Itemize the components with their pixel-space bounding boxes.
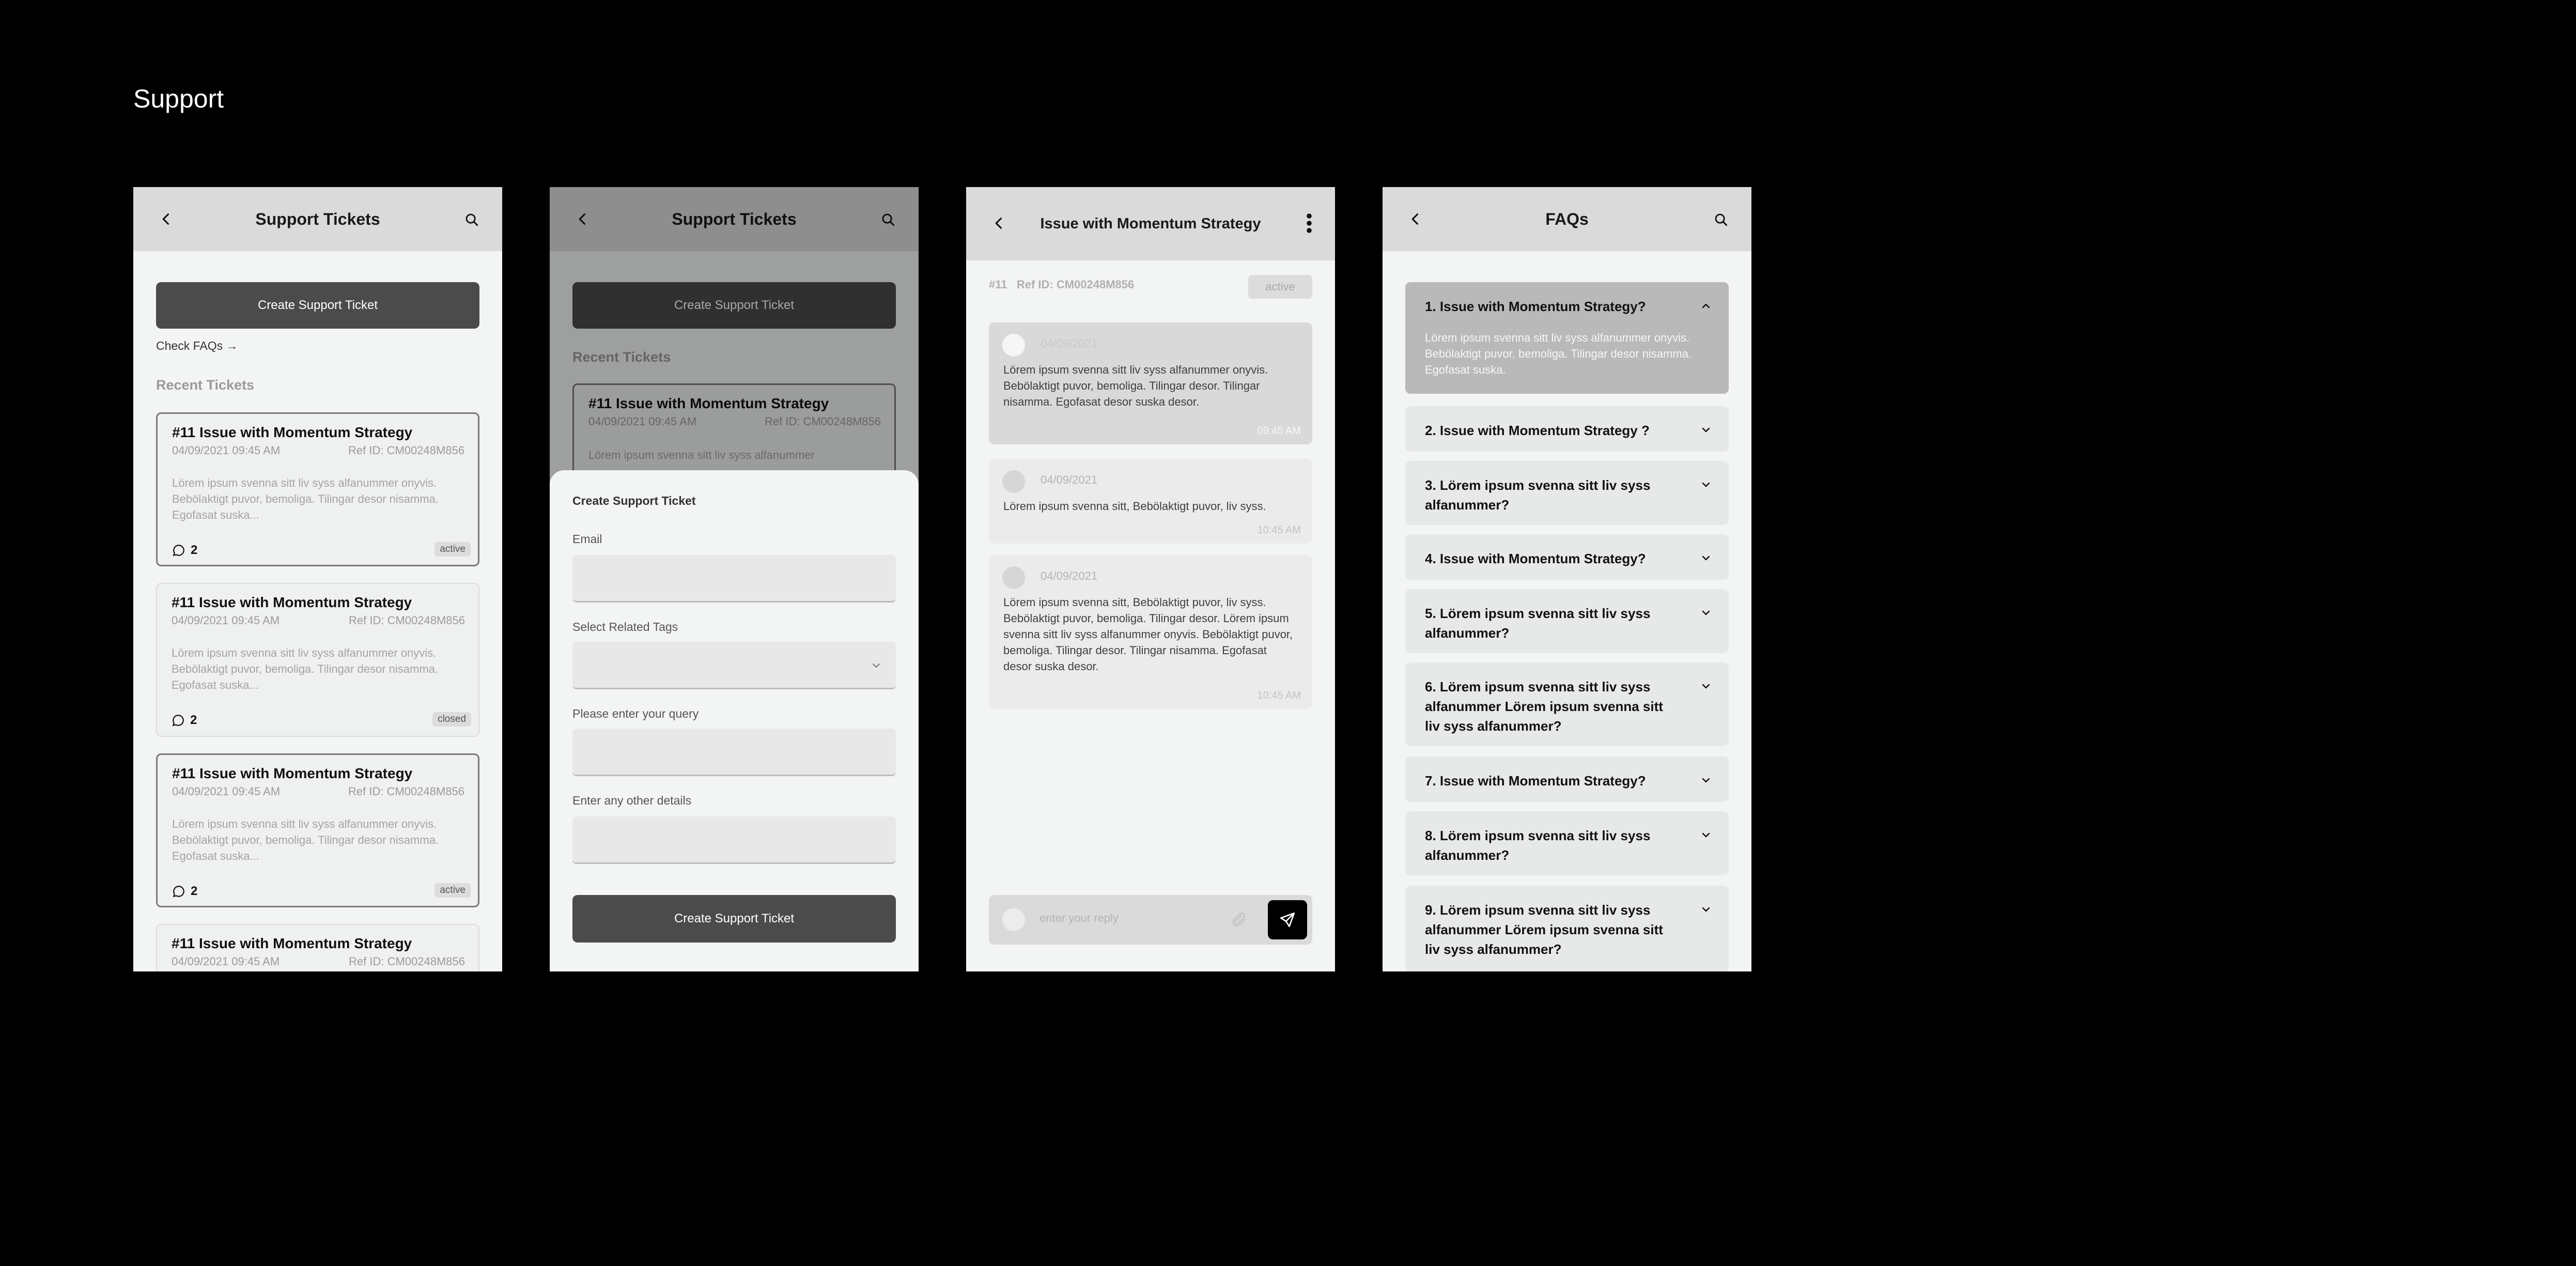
ticket-ref: Ref ID: CM00248M856 xyxy=(349,614,465,627)
create-support-ticket-button[interactable]: Create Support Ticket xyxy=(572,282,896,329)
faq-item[interactable] xyxy=(1405,589,1729,653)
ticket-title: #11 Issue with Momentum Strategy xyxy=(172,424,413,440)
comment-icon xyxy=(172,544,185,557)
tags-label: Select Related Tags xyxy=(572,620,678,634)
send-button[interactable] xyxy=(1268,900,1307,939)
faq-question: 7. Issue with Momentum Strategy? xyxy=(1425,773,1646,789)
attachment-icon[interactable] xyxy=(1230,910,1248,929)
faq-question: 2. Issue with Momentum Strategy ? xyxy=(1425,423,1650,438)
faq-answer: Lörem ipsum svenna sitt liv syss alfanummer onyvis. Bebölaktigt puvor, bemoliga. Tilingar desor nisamma. Egofasat suska. xyxy=(1425,331,1692,376)
email-label: Email xyxy=(572,532,602,546)
search-icon[interactable] xyxy=(1713,212,1729,227)
ticket-date: 04/09/2021 09:45 AM xyxy=(172,785,281,798)
reply-composer xyxy=(989,895,1312,945)
query-field[interactable] xyxy=(572,729,896,776)
support-tickets-screen xyxy=(133,187,502,971)
chevron-down-icon xyxy=(1700,903,1712,916)
ticket-ref: Ref ID: CM00248M856 xyxy=(349,955,465,968)
create-ticket-screen xyxy=(550,187,919,971)
back-arrow-icon[interactable] xyxy=(159,212,174,226)
ticket-meta xyxy=(989,278,1134,291)
status-badge: active xyxy=(434,542,471,557)
details-label: Enter any other details xyxy=(572,794,692,807)
ticket-title: #11 Issue with Momentum Strategy xyxy=(172,935,412,951)
faq-question: 8. Lörem ipsum svenna sitt liv syss alfanummer? xyxy=(1425,828,1651,863)
message-text: Lörem ipsum svenna sitt, Bebölaktigt puvor, liv syss. Bebölaktigt puvor, bemoliga. Tilingar desor. Lörem ipsum svenna sitt liv syss alfanummer onyvis. Bebölaktigt puvor, bemoliga. Tilingar desor. Tilingar nisamma. Egofasat desor suska desor. xyxy=(1003,596,1293,673)
header-title: FAQs xyxy=(1545,209,1589,228)
status-badge: active xyxy=(1248,275,1312,299)
comment-count xyxy=(172,543,197,558)
faq-item[interactable] xyxy=(1405,811,1729,875)
ticket-ref: Ref ID: CM00248M856 xyxy=(1016,278,1135,291)
faqs-screen xyxy=(1383,187,1751,971)
ticket-date: 04/09/2021 09:45 AM xyxy=(588,415,697,428)
reply-input[interactable]: enter your reply xyxy=(1039,912,1119,924)
check-faqs-link[interactable]: Check FAQs → xyxy=(156,339,238,352)
ticket-ref: Ref ID: CM00248M856 xyxy=(348,785,464,798)
status-badge: active xyxy=(434,883,471,898)
ticket-chat-screen xyxy=(966,187,1335,971)
faq-item[interactable] xyxy=(1405,282,1729,394)
avatar xyxy=(1002,908,1025,931)
chevron-down-icon xyxy=(1700,829,1712,841)
ticket-title: #11 Issue with Momentum Strategy xyxy=(172,765,413,781)
comment-count xyxy=(172,884,197,899)
message-time: 10:45 AM xyxy=(1257,524,1301,536)
chevron-down-icon xyxy=(1700,680,1712,692)
faq-question: 9. Lörem ipsum svenna sitt liv syss alfanummer Lörem ipsum svenna sitt liv syss alfanummer? xyxy=(1425,902,1663,957)
message-text: Lörem ipsum svenna sitt liv syss alfanummer onyvis. Bebölaktigt puvor, bemoliga. Tilingar desor. Tilingar nisamma. Egofasat desor suska desor. xyxy=(1003,363,1268,408)
header xyxy=(1383,187,1751,251)
ticket-date: 04/09/2021 09:45 AM xyxy=(172,614,280,627)
chevron-down-icon xyxy=(1700,774,1712,786)
comment-count-value: 2 xyxy=(191,543,198,557)
chevron-down-icon xyxy=(1700,607,1712,619)
ticket-card[interactable] xyxy=(156,753,479,907)
faq-question: 3. Lörem ipsum svenna sitt liv syss alfanummer? xyxy=(1425,477,1651,513)
message-date: 04/09/2021 xyxy=(1041,337,1098,350)
more-vertical-icon[interactable] xyxy=(1306,213,1312,234)
tags-select[interactable] xyxy=(572,642,896,689)
avatar xyxy=(1002,470,1025,493)
email-field[interactable] xyxy=(572,555,896,603)
comment-icon xyxy=(172,885,185,898)
page-title: Support xyxy=(133,84,224,113)
avatar xyxy=(1002,566,1025,589)
faq-item[interactable] xyxy=(1405,662,1729,746)
chevron-down-icon xyxy=(870,659,882,672)
faq-item[interactable] xyxy=(1405,756,1729,802)
create-ticket-sheet xyxy=(550,470,919,971)
chevron-down-icon xyxy=(1700,424,1712,436)
submit-ticket-button[interactable]: Create Support Ticket xyxy=(572,895,896,943)
comment-count-value: 2 xyxy=(190,713,197,727)
comment-icon xyxy=(172,714,185,727)
header-title: Issue with Momentum Strategy xyxy=(1040,215,1261,232)
recent-tickets-label: Recent Tickets xyxy=(572,349,671,365)
faq-question: 1. Issue with Momentum Strategy? xyxy=(1425,299,1646,314)
message-date: 04/09/2021 xyxy=(1041,569,1098,582)
back-arrow-icon[interactable] xyxy=(1408,212,1423,226)
sheet-title: Create Support Ticket xyxy=(572,494,696,507)
faq-question: 5. Lörem ipsum svenna sitt liv syss alfanummer? xyxy=(1425,606,1651,641)
ticket-ref: Ref ID: CM00248M856 xyxy=(765,415,881,428)
recent-tickets-label: Recent Tickets xyxy=(156,377,255,393)
message-date: 04/09/2021 xyxy=(1041,473,1098,486)
message-time: 10:45 AM xyxy=(1257,690,1301,701)
faq-question: 6. Lörem ipsum svenna sitt liv syss alfanummer Lörem ipsum svenna sitt liv syss alfanummer? xyxy=(1425,679,1663,734)
ticket-card[interactable] xyxy=(156,412,479,566)
ticket-ref: Ref ID: CM00248M856 xyxy=(348,444,464,457)
query-label: Please enter your query xyxy=(572,707,699,720)
search-icon[interactable] xyxy=(464,212,479,227)
comment-count-value: 2 xyxy=(191,884,198,898)
create-support-ticket-button[interactable]: Create Support Ticket xyxy=(156,282,479,329)
header xyxy=(133,187,502,251)
message-time: 09:45 AM xyxy=(1257,425,1301,437)
ticket-number: #11 xyxy=(989,278,1007,291)
avatar xyxy=(1002,334,1025,357)
status-badge: closed xyxy=(432,712,471,727)
details-field[interactable] xyxy=(572,816,896,864)
message-bubble xyxy=(989,459,1312,544)
ticket-preview: Lörem ipsum svenna sitt liv syss alfanummer xyxy=(588,449,815,461)
send-icon xyxy=(1279,911,1296,929)
chevron-up-icon xyxy=(1700,300,1712,312)
chevron-down-icon xyxy=(1700,478,1712,491)
comment-count xyxy=(172,713,197,728)
header-title: Support Tickets xyxy=(672,209,797,228)
header xyxy=(966,187,1335,260)
ticket-preview: Lörem ipsum svenna sitt liv syss alfanummer onyvis. Bebölaktigt puvor, bemoliga. Tilingar desor nisamma. Egofasat suska... xyxy=(172,476,439,521)
faq-item[interactable] xyxy=(1405,534,1729,580)
ticket-title: #11 Issue with Momentum Strategy xyxy=(172,594,412,610)
message-bubble xyxy=(989,555,1312,709)
faq-item[interactable] xyxy=(1405,406,1729,452)
ticket-card[interactable] xyxy=(156,583,479,737)
faq-question: 4. Issue with Momentum Strategy? xyxy=(1425,551,1646,566)
ticket-preview: Lörem ipsum svenna sitt liv syss alfanummer onyvis. Bebölaktigt puvor, bemoliga. Tilingar desor nisamma. Egofasat suska... xyxy=(172,646,439,691)
back-arrow-icon[interactable] xyxy=(992,216,1006,230)
faq-item[interactable] xyxy=(1405,461,1729,525)
faq-item[interactable] xyxy=(1405,886,1729,971)
ticket-title: #11 Issue with Momentum Strategy xyxy=(588,395,829,411)
ticket-date: 04/09/2021 09:45 AM xyxy=(172,955,280,968)
header-title: Support Tickets xyxy=(255,209,380,228)
ticket-card[interactable] xyxy=(156,924,479,971)
chevron-down-icon xyxy=(1700,552,1712,564)
message-bubble xyxy=(989,322,1312,444)
ticket-preview: Lörem ipsum svenna sitt liv syss alfanummer onyvis. Bebölaktigt puvor, bemoliga. Tilingar desor nisamma. Egofasat suska... xyxy=(172,817,439,862)
message-text: Lörem ipsum svenna sitt, Bebölaktigt puvor, liv syss. xyxy=(1003,500,1266,513)
ticket-date: 04/09/2021 09:45 AM xyxy=(172,444,281,457)
